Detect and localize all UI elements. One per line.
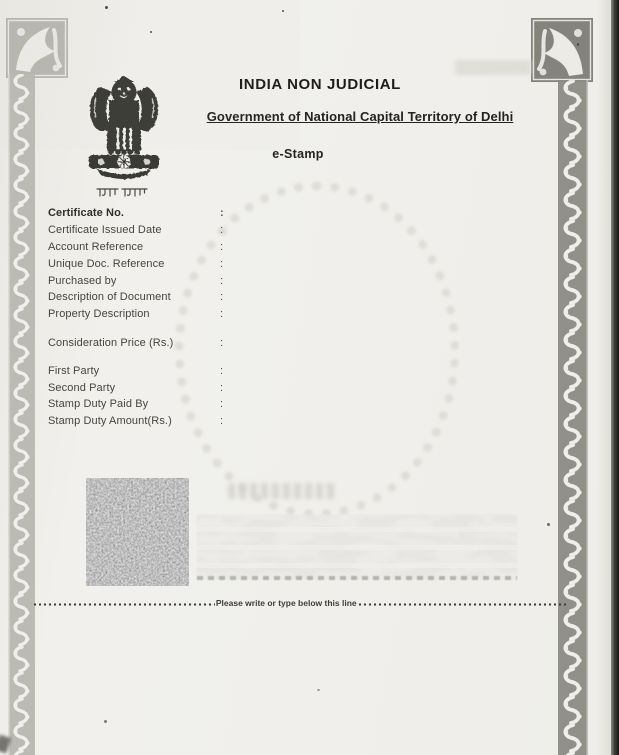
field-label: Property Description [48, 308, 150, 321]
field-label: Certificate No. [48, 207, 125, 220]
dust-speck [150, 31, 152, 33]
divider-line [33, 598, 567, 610]
blurred-band-underline [197, 576, 517, 580]
field-colon: : [220, 240, 224, 253]
field-colon: : [220, 336, 224, 349]
field-colon: : [220, 381, 224, 394]
dust-speck [577, 43, 579, 46]
emblem-of-india-icon [84, 76, 164, 184]
field-label: First Party [48, 364, 100, 377]
divider-dots-right [358, 603, 567, 606]
field-label: Purchased by [48, 274, 117, 287]
field-row [48, 222, 548, 239]
document-title: INDIA NON JUDICIAL [239, 76, 401, 93]
estamp-label: e-Stamp [272, 147, 324, 161]
field-colon: : [220, 207, 224, 220]
dust-speck [282, 10, 284, 12]
field-row [48, 272, 548, 289]
field-row [48, 239, 548, 256]
field-colon: : [220, 291, 224, 304]
dust-speck [547, 523, 550, 526]
field-label: Consideration Price (Rs.) [48, 336, 174, 349]
watermark-bottom-text [228, 483, 338, 499]
field-label: Unique Doc. Reference [48, 257, 165, 270]
dust-speck [104, 720, 107, 723]
document-subtitle: Government of National Capital Territory of Delhi [206, 109, 514, 124]
qr-code [86, 478, 189, 586]
scan-background-edge [611, 0, 619, 755]
field-label: Certificate Issued Date [48, 224, 162, 237]
corner-ornament-top-left [6, 18, 68, 78]
field-label: Second Party [48, 381, 116, 394]
satyameva-jayate-motto [95, 186, 151, 200]
certificate-fields [48, 205, 548, 430]
field-row [48, 306, 548, 323]
field-row [48, 289, 548, 306]
field-colon: : [220, 257, 224, 270]
scan-paper-edge [597, 0, 611, 755]
dust-speck [317, 689, 320, 691]
field-colon: : [220, 274, 224, 287]
field-label: Stamp Duty Paid By [48, 398, 149, 411]
field-row [48, 255, 548, 272]
field-row [48, 205, 548, 222]
field-row [48, 413, 548, 430]
field-row [48, 379, 548, 396]
field-row [48, 396, 548, 413]
field-colon: : [220, 398, 224, 411]
field-colon: : [220, 364, 224, 377]
field-row [48, 362, 548, 379]
field-row [48, 335, 548, 352]
field-colon: : [220, 415, 224, 428]
field-colon: : [220, 308, 224, 321]
ornamental-border-left [8, 74, 35, 755]
blurred-text-band-rows [196, 514, 518, 580]
dust-speck [105, 6, 108, 9]
field-colon: : [220, 224, 224, 237]
divider-dots-left [33, 603, 215, 606]
ornamental-border-right [558, 80, 588, 755]
field-label: Description of Document [48, 291, 171, 304]
corner-ornament-top-right [531, 18, 593, 82]
field-label: Stamp Duty Amount(Rs.) [48, 415, 172, 428]
divider-text: Please write or type below this line [215, 598, 357, 608]
field-label: Account Reference [48, 240, 144, 253]
scan-smudge [455, 60, 531, 75]
